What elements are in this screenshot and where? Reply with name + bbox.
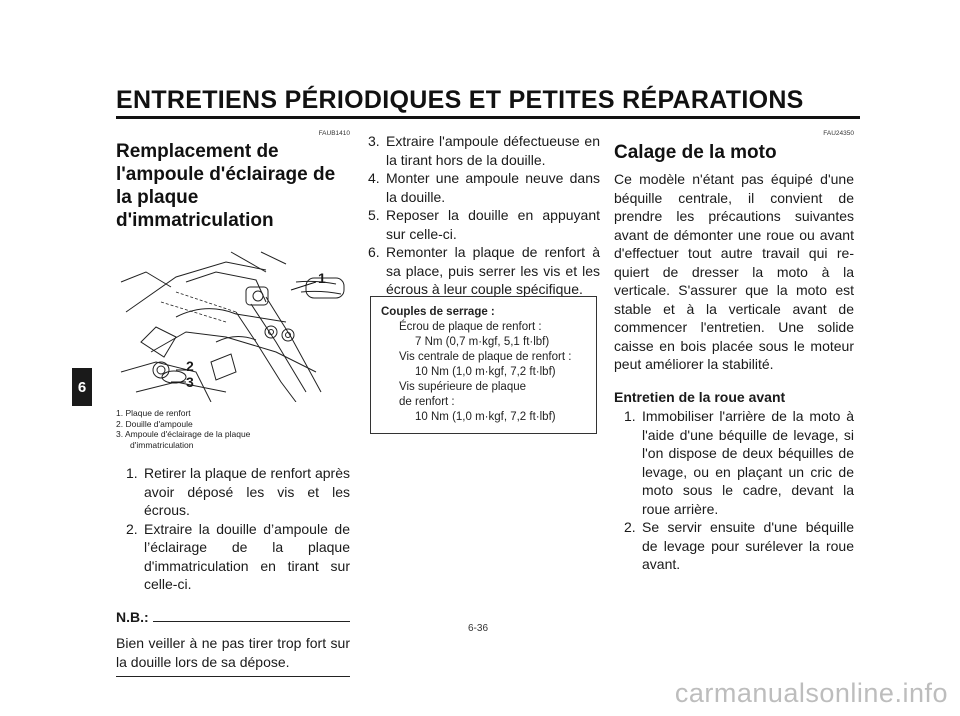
step-item: 2. Extraire la douille d’ampoule de l’éclairage de la plaque d'immatriculation en tirant sur celle-ci. — [126, 520, 350, 592]
caption-item: 3. Ampoule d'éclairage de la plaque — [116, 429, 251, 439]
torque-line: 7 Nm (0,7 m·kgf, 5,1 ft·lbf) — [415, 336, 550, 348]
torque-line: Écrou de plaque de renfort : — [399, 321, 542, 333]
step-item: 3. Extraire l'ampoule défectueuse en la tirant hors de la douille. — [368, 133, 600, 168]
note-block — [116, 608, 350, 678]
torque-line: 10 Nm (1,0 m·kgf, 7,2 ft·lbf) — [415, 411, 556, 423]
column-left — [116, 130, 350, 677]
step-item: 1. Immobiliser l'arrière de la moto à l'aide d'une béquille de levage, si l'on dispose de deux béquilles de levage, ou en plaçant un cric de moto sous le cadre, devant la roue arrière. — [624, 408, 854, 517]
step-item: 6. Remonter la plaque de renfort à sa place, puis serrer les vis et les écrous à leur couple spécifique. — [368, 244, 600, 297]
column-middle — [360, 132, 600, 299]
note-text: Bien veiller à ne pas tirer trop fort sur la douille lors de sa dépose. — [116, 635, 350, 670]
chapter-tab[interactable]: 6 — [72, 368, 92, 406]
torque-box — [370, 296, 597, 434]
torque-line: 10 Nm (1,0 m·kgf, 7,2 ft·lbf) — [415, 366, 556, 378]
callout-3: 3 — [186, 374, 194, 390]
figure-captions — [116, 408, 350, 450]
section-code: FAUB1410 — [318, 130, 350, 137]
torque-line: de renfort : — [399, 396, 455, 408]
section-code: FAU24350 — [823, 130, 854, 137]
note-label-rule — [153, 621, 350, 622]
step-list — [358, 132, 600, 299]
step-list — [614, 407, 854, 574]
step-list — [116, 464, 350, 594]
caption-item: 1. Plaque de renfort — [116, 408, 191, 418]
callout-2: 2 — [186, 358, 194, 374]
callout-1: 1 — [318, 270, 326, 286]
figure-drawing — [116, 242, 350, 402]
page-header-title: ENTRETIENS PÉRIODIQUES ET PETITES RÉPARATIONS — [116, 86, 804, 114]
caption-item: 2. Douille d'ampoule — [116, 418, 193, 429]
note-label: N.B.: — [116, 608, 149, 625]
caption-item: d'immatriculation — [130, 439, 194, 450]
step-item: 5. Reposer la douille en appuyant sur celle-ci. — [368, 207, 600, 242]
section-title: Remplacement de l'ampoule d'éclairage de la plaque d'immatriculation — [116, 141, 336, 231]
step-item: 1. Retirer la plaque de renfort après avoir déposé les vis et les écrous. — [126, 465, 350, 518]
torque-title: Couples de serrage : — [381, 306, 495, 318]
page-number: 6-36 — [468, 623, 489, 634]
torque-line: Vis supérieure de plaque — [399, 381, 527, 393]
header-rule — [116, 116, 860, 119]
figure-license-light — [116, 242, 350, 402]
watermark[interactable]: carmanualsonline.info — [674, 678, 948, 708]
step-item: 4. Monter une ampoule neuve dans la douille. — [368, 170, 600, 205]
section-title: Calage de la moto — [614, 142, 777, 163]
note-end-rule — [116, 676, 350, 677]
column-right — [614, 130, 854, 574]
section-paragraph: Ce modèle n'étant pas équipé d'une béquille centrale, il convient de prendre les précautions suivantes avant de démonter une roue ou avant d'effectuer tout autre travail qui requiert de dresser la moto à la verticale. S'assurer que la moto est stable et à la verticale avant de commencer l'entretien. Une solide caisse en bois placée sous le moteur peut améliorer la stabilité. — [614, 171, 854, 372]
torque-line: Vis centrale de plaque de renfort : — [399, 351, 572, 363]
step-item: 2. Se servir ensuite d'une béquille de levage pour surélever la roue avant. — [624, 519, 854, 572]
section-subtitle: Entretien de la roue avant — [614, 388, 786, 405]
